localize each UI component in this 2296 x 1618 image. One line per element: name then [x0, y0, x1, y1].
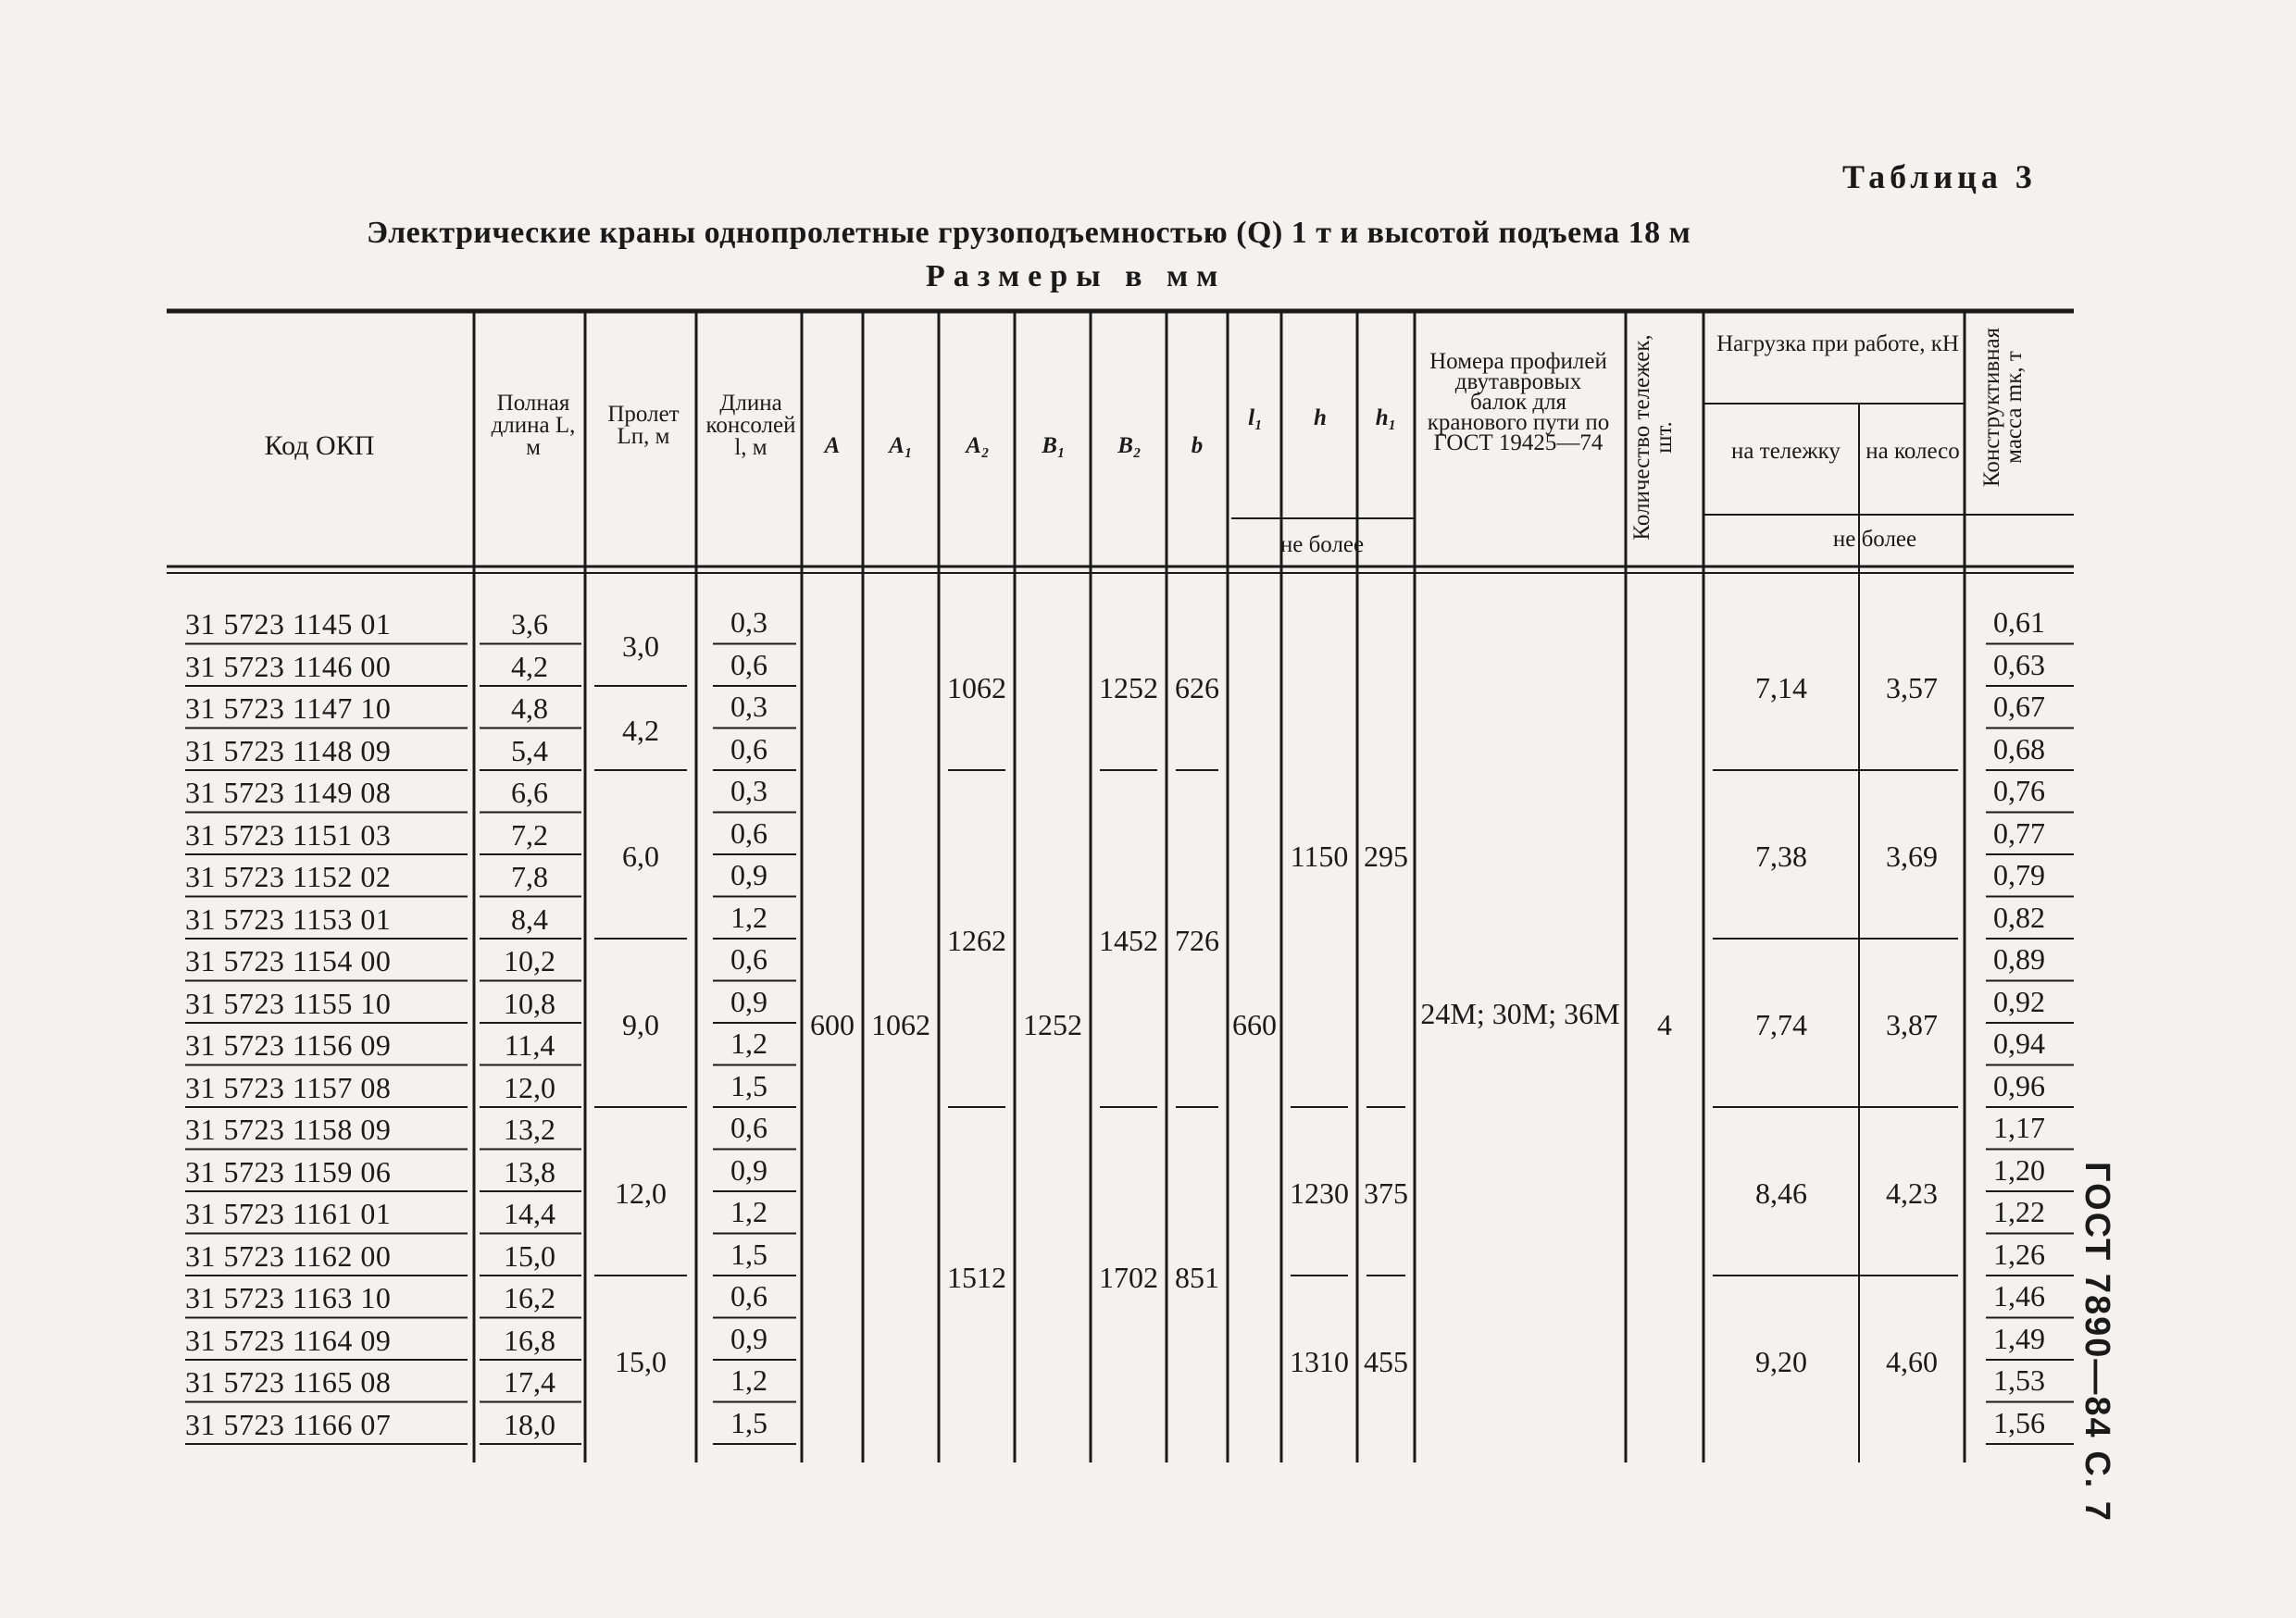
mass-cell: 1,26 [1993, 1237, 2045, 1271]
B2-cell: 1452 [1099, 924, 1158, 957]
mass-cell: 1,49 [1993, 1321, 2045, 1355]
mass-cell: 0,89 [1993, 942, 2045, 976]
span-cell: 3,0 [622, 629, 659, 663]
header-beam-profiles: Номера профилей двутавровых балок для кранового пути по ГОСТ 19425—74 [1427, 349, 1610, 455]
load-per-wheel-cell: 3,69 [1886, 840, 1938, 873]
mass-cell: 0,94 [1993, 1027, 2045, 1060]
header-console-length: Длина консолей l, м [705, 391, 796, 460]
b-cell: 626 [1175, 671, 1219, 704]
units-note: Размеры в мм [926, 259, 1227, 293]
mass-cell: 1,46 [1993, 1279, 2045, 1313]
trolley-count-cell: 4 [1657, 1008, 1672, 1041]
h1-cell: 455 [1364, 1345, 1408, 1378]
okp-code-cell: 31 5723 1155 10 [185, 986, 392, 1020]
okp-code-cell: 31 5723 1151 03 [185, 817, 392, 852]
page-stamp: ГОСТ 7890—84 С. 7 [2078, 1162, 2116, 1523]
full-length-cell: 8,4 [511, 902, 548, 936]
table-title: Электрические краны однопролетные грузоподъемностью (Q) 1 т и высотой подъема 18 м [367, 216, 1691, 250]
h-cell: 1150 [1290, 840, 1349, 873]
full-length-cell: 12,0 [504, 1070, 555, 1104]
full-length-cell: 4,8 [511, 691, 548, 725]
okp-code-cell: 31 5723 1158 09 [185, 1113, 392, 1146]
header-A: A [824, 433, 841, 458]
mass-cell: 1,53 [1993, 1363, 2045, 1397]
header-span: Пролет Lп, м [607, 402, 680, 449]
console-length-cell: 1,2 [730, 900, 767, 934]
load-per-trolley-cell: 9,20 [1755, 1345, 1807, 1378]
A-cell: 600 [810, 1008, 855, 1041]
okp-code-cell: 31 5723 1156 09 [185, 1028, 392, 1062]
header-h1: h₁ [1375, 405, 1397, 430]
header-mass: Конструктивная масса mк, т [1979, 327, 2027, 488]
b-cell: 851 [1175, 1261, 1219, 1294]
full-length-cell: 15,0 [504, 1238, 555, 1273]
full-length-cell: 4,2 [511, 649, 548, 683]
okp-code-cell: 31 5723 1147 10 [185, 691, 392, 725]
B1-cell: 1252 [1023, 1008, 1082, 1041]
mass-cell: 0,79 [1993, 858, 2045, 891]
full-length-cell: 13,8 [504, 1154, 555, 1189]
header-per-wheel: на колесо [1866, 439, 1960, 464]
full-length-cell: 10,8 [504, 986, 555, 1020]
full-length-cell: 14,4 [504, 1197, 555, 1230]
console-length-cell: 1,5 [730, 1068, 767, 1102]
span-cell: 12,0 [615, 1176, 667, 1210]
full-length-cell: 16,8 [504, 1323, 555, 1357]
console-length-cell: 0,3 [730, 774, 767, 807]
okp-code-cell: 31 5723 1163 10 [185, 1281, 392, 1314]
okp-code-cell: 31 5723 1164 09 [185, 1323, 392, 1357]
full-length-cell: 5,4 [511, 733, 548, 767]
mass-cell: 1,22 [1993, 1195, 2045, 1228]
mass-cell: 0,82 [1993, 900, 2045, 934]
load-per-wheel-cell: 4,60 [1886, 1345, 1938, 1378]
console-length-cell: 0,3 [730, 605, 767, 639]
okp-code-cell: 31 5723 1157 08 [185, 1070, 392, 1104]
mass-cell: 0,77 [1993, 815, 2045, 850]
console-length-cell: 1,2 [730, 1363, 767, 1397]
span-cell: 6,0 [622, 840, 659, 873]
okp-code-cell: 31 5723 1149 08 [185, 776, 392, 809]
B2-cell: 1702 [1099, 1261, 1158, 1294]
console-length-cell: 0,6 [730, 647, 767, 681]
console-length-cell: 0,9 [730, 1321, 767, 1355]
okp-code-cell: 31 5723 1159 06 [185, 1154, 392, 1189]
header-A1: A₁ [889, 433, 913, 458]
load-per-trolley-cell: 7,38 [1755, 840, 1807, 873]
header-l1: l₁ [1248, 405, 1263, 430]
console-length-cell: 0,6 [730, 731, 767, 765]
header-b: b [1191, 433, 1204, 458]
full-length-cell: 3,6 [511, 607, 548, 641]
mass-cell: 1,56 [1993, 1405, 2045, 1439]
header-B1: B₁ [1042, 433, 1066, 458]
full-length-cell: 18,0 [504, 1407, 555, 1441]
load-per-wheel-cell: 3,87 [1886, 1008, 1938, 1041]
A1-cell: 1062 [871, 1008, 930, 1041]
okp-code-cell: 31 5723 1154 00 [185, 944, 392, 977]
header-code: Код ОКП [264, 430, 375, 461]
console-length-cell: 0,9 [730, 1152, 767, 1187]
console-length-cell: 1,2 [730, 1027, 767, 1060]
console-length-cell: 0,3 [730, 690, 767, 723]
console-length-cell: 1,5 [730, 1237, 767, 1271]
header-full-length: Полная длина L, м [491, 391, 576, 460]
header-load: Нагрузка при работе, кН [1716, 331, 1959, 356]
table-label: Таблица 3 [1842, 158, 2037, 195]
full-length-cell: 7,2 [511, 817, 548, 852]
console-length-cell: 1,2 [730, 1195, 767, 1228]
console-length-cell: 0,6 [730, 942, 767, 976]
b-cell: 726 [1175, 924, 1219, 957]
okp-code-cell: 31 5723 1165 08 [185, 1365, 392, 1399]
span-cell: 15,0 [615, 1345, 667, 1378]
full-length-cell: 13,2 [504, 1113, 555, 1146]
header-not-more-load: не более [1832, 527, 1917, 552]
h1-cell: 375 [1364, 1176, 1408, 1210]
mass-cell: 0,67 [1993, 690, 2045, 723]
load-per-trolley-cell: 7,74 [1755, 1008, 1807, 1041]
header-A2: A₂ [966, 433, 990, 458]
beam-profiles-cell: 24М; 30М; 36М [1420, 997, 1620, 1030]
okp-code-cell: 31 5723 1161 01 [185, 1197, 392, 1230]
console-length-cell: 1,5 [730, 1405, 767, 1439]
full-length-cell: 7,8 [511, 860, 548, 893]
mass-cell: 0,61 [1993, 605, 2045, 639]
okp-code-cell: 31 5723 1145 01 [185, 607, 392, 641]
h1-cell: 295 [1364, 840, 1408, 873]
console-length-cell: 0,9 [730, 984, 767, 1018]
okp-code-cell: 31 5723 1146 00 [185, 649, 392, 683]
header-per-trolley: на тележку [1731, 439, 1841, 464]
span-cell: 4,2 [622, 713, 659, 747]
header-h: h [1314, 405, 1327, 430]
console-length-cell: 0,6 [730, 1279, 767, 1313]
mass-cell: 0,68 [1993, 731, 2045, 765]
A2-cell: 1062 [947, 671, 1006, 704]
mass-cell: 0,76 [1993, 774, 2045, 807]
h-cell: 1230 [1290, 1176, 1349, 1210]
mass-cell: 0,92 [1993, 984, 2045, 1018]
load-per-wheel-cell: 4,23 [1886, 1176, 1938, 1210]
header-not-more-dims: не более [1279, 532, 1365, 557]
header-B2: B₂ [1117, 433, 1142, 458]
console-length-cell: 0,6 [730, 815, 767, 850]
A2-cell: 1262 [947, 924, 1006, 957]
full-length-cell: 11,4 [504, 1028, 555, 1062]
mass-cell: 1,20 [1993, 1152, 2045, 1187]
span-cell: 9,0 [622, 1008, 659, 1041]
full-length-cell: 6,6 [511, 776, 548, 809]
console-length-cell: 0,6 [730, 1111, 767, 1144]
A2-cell: 1512 [947, 1261, 1006, 1294]
l1-cell: 660 [1232, 1008, 1277, 1041]
okp-code-cell: 31 5723 1148 09 [185, 733, 392, 767]
okp-code-cell: 31 5723 1166 07 [185, 1407, 392, 1441]
B2-cell: 1252 [1099, 671, 1158, 704]
header-trolley-count: Количество тележек, шт. [1629, 334, 1677, 541]
full-length-cell: 16,2 [504, 1281, 555, 1314]
okp-code-cell: 31 5723 1152 02 [185, 860, 392, 893]
mass-cell: 0,96 [1993, 1068, 2045, 1102]
full-length-cell: 10,2 [504, 944, 555, 977]
full-length-cell: 17,4 [504, 1365, 555, 1399]
load-per-trolley-cell: 8,46 [1755, 1176, 1807, 1210]
mass-cell: 1,17 [1993, 1111, 2045, 1144]
okp-code-cell: 31 5723 1153 01 [185, 902, 392, 936]
load-per-wheel-cell: 3,57 [1886, 671, 1938, 704]
console-length-cell: 0,9 [730, 858, 767, 891]
load-per-trolley-cell: 7,14 [1755, 671, 1807, 704]
okp-code-cell: 31 5723 1162 00 [185, 1238, 392, 1273]
mass-cell: 0,63 [1993, 647, 2045, 681]
h-cell: 1310 [1290, 1345, 1349, 1378]
